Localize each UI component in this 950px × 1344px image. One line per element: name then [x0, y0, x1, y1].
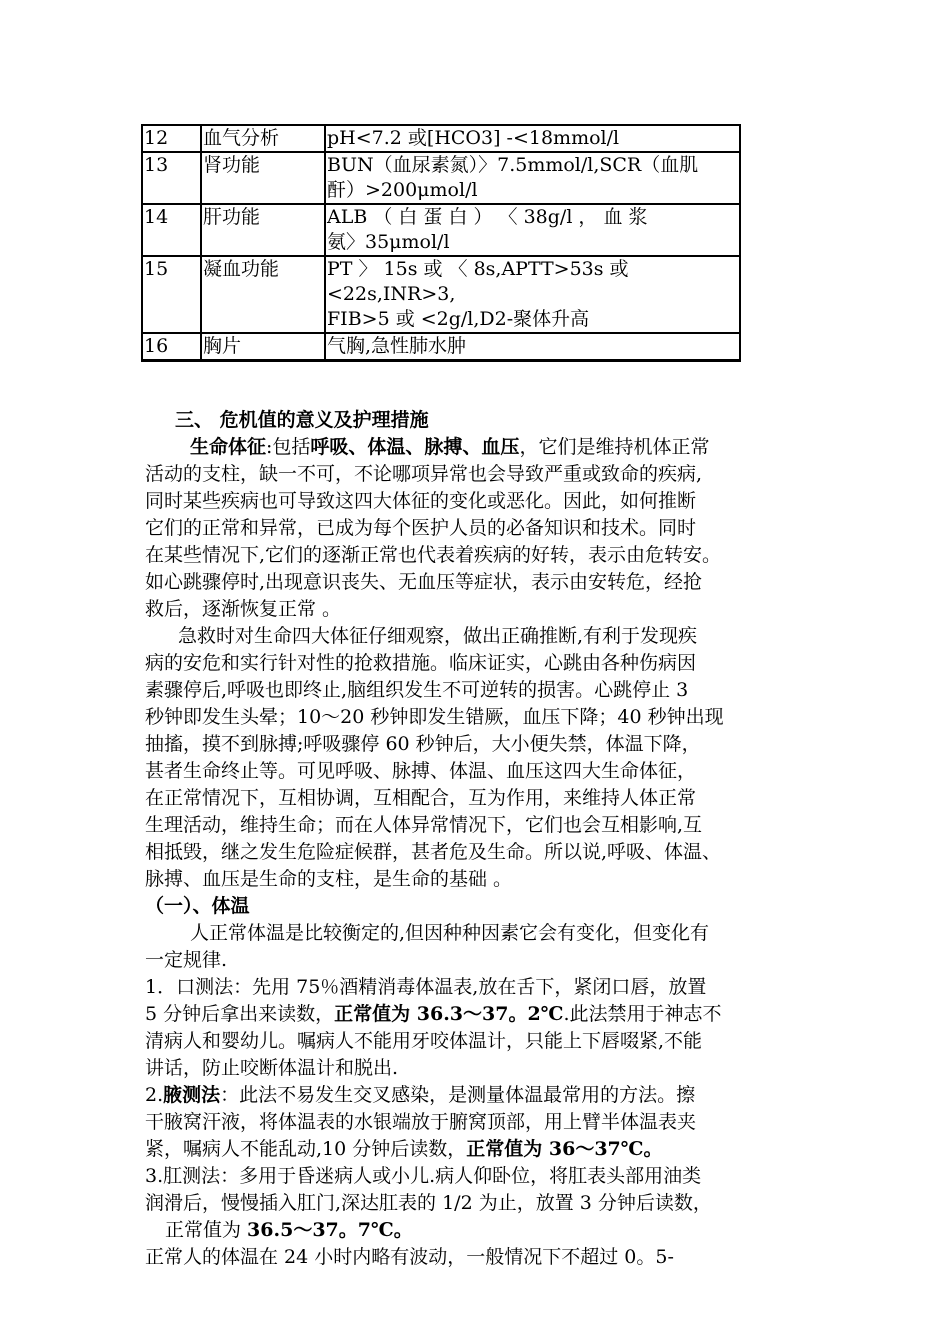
table-row: [142, 125, 740, 152]
normal-value: 36.5～37。7℃。: [247, 1219, 413, 1241]
lead-term: 生命体征: [190, 436, 267, 458]
row-value: [325, 333, 740, 361]
paragraph-line: 1．口测法：先用 75％酒精消毒体温表,放在舌下，紧闭口唇，放置: [145, 976, 707, 998]
paragraph-line: 甚者生命终止等。可见呼吸、脉搏、体温、血压这四大生命体征，: [145, 760, 697, 782]
paragraph-line: 素骤停后,呼吸也即终止,脑组织发生不可逆转的损害。心跳停止 3: [145, 679, 689, 701]
row-item: 肾功能: [201, 152, 325, 204]
subheading: [145, 893, 825, 920]
row-item: 凝血功能: [201, 256, 325, 333]
paragraph-line: 干腋窝汗液，将体温表的水银端放于腑窝顶部，用上臂半体温表夹: [145, 1111, 697, 1133]
text: 正常值为: [165, 1219, 248, 1241]
row-value: [325, 256, 740, 333]
table-row: [142, 256, 740, 333]
method-title: 腋测法: [163, 1084, 221, 1106]
table-row: [142, 152, 740, 204]
row-number: 13: [142, 152, 201, 204]
paragraph-line: 相抵毁，继之发生危险症候群，甚者危及生命。所以说,呼吸、体温、: [145, 841, 722, 863]
paragraph-line: [145, 434, 825, 461]
paragraph-line: 讲话，防止咬断体温计和脱出.: [145, 1057, 399, 1079]
row-value: [325, 152, 740, 204]
text: .此法禁用于神志不: [563, 1003, 722, 1025]
paragraph-line: [145, 1001, 825, 1028]
row-value: [325, 204, 740, 256]
paragraph-line: 抽搐，摸不到脉搏;呼吸骤停 60 秒钟后，大小便失禁，体温下降，: [145, 733, 701, 755]
text: ：此法不易发生交叉感染，是测量体温最常用的方法。擦: [220, 1084, 696, 1106]
value-line: <22s,INR>3,: [327, 283, 456, 305]
paragraph-line: [145, 1217, 825, 1244]
text: 紧，嘱病人不能乱动,10 分钟后读数，: [145, 1138, 467, 1160]
paragraph-line: 脉搏、血压是生命的支柱，是生命的基础 。: [145, 868, 513, 890]
value-line: pH<7.2 或[HCO3] -<18mmol/l: [327, 127, 620, 149]
paragraph-line: 在某些情况下,它们的逐渐正常也代表着疾病的好转，表示由危转安。: [145, 544, 722, 566]
critical-value-table: [141, 124, 741, 362]
row-number: 12: [142, 125, 201, 152]
text: :包括: [266, 436, 311, 458]
section-heading-text: 三、 危机值的意义及护理措施: [175, 409, 429, 431]
value-line: 酐）>200μmol/l: [327, 179, 478, 201]
value-line: 氨〉35μmol/l: [327, 231, 450, 253]
subheading-text: （一）、体温: [145, 895, 250, 917]
text: 5 分钟后拿出来读数，: [145, 1003, 335, 1025]
paragraph-line: 它们的正常和异常，已成为每个医护人员的必备知识和技术。同时: [145, 517, 697, 539]
normal-value: 正常值为 36.3～37。2℃: [334, 1003, 564, 1025]
paragraph-line: 3.肛测法：多用于昏迷病人或小儿.病人仰卧位，将肛表头部用油类: [145, 1165, 702, 1187]
row-number: 14: [142, 204, 201, 256]
row-number: 16: [142, 333, 201, 361]
paragraph-line: 救后，逐渐恢复正常 。: [145, 598, 342, 620]
table-row: [142, 333, 740, 361]
bold-term: 呼吸、体温、脉搏、血压: [310, 436, 520, 458]
row-value: [325, 125, 740, 152]
paragraph-line: 秒钟即发生头晕；10～20 秒钟即发生错厥，血压下降；40 秒钟出现: [145, 706, 724, 728]
paragraph-line: [145, 623, 825, 650]
text: ，它们是维持机体正常: [519, 436, 710, 458]
paragraph-line: 在正常情况下，互相协调，互相配合，互为作用，来维持人体正常: [145, 787, 697, 809]
paragraph-line: 生理活动，维持生命；而在人体异常情况下，它们也会互相影响,互: [145, 814, 703, 836]
value-line: BUN（血尿素氮）〉7.5mmol/l,SCR（血肌: [327, 154, 699, 176]
row-number: 15: [142, 256, 201, 333]
paragraph-line: 如心跳骤停时,出现意识丧失、无血压等症状，表示由安转危，经抢: [145, 571, 703, 593]
row-item: 肝功能: [201, 204, 325, 256]
table-row: [142, 204, 740, 256]
paragraph-line: 同时某些疾病也可导致这四大体征的变化或恶化。因此，如何推断: [145, 490, 697, 512]
text: 2.: [145, 1084, 164, 1106]
paragraph-line: 正常人的体温在 24 小时内略有波动，一般情况下不超过 0。5-: [145, 1246, 674, 1268]
value-line: ALB （ 白 蛋 白 ） 〈 38g/l ， 血 浆: [327, 206, 648, 228]
text: 急救时对生命四大体征仔细观察，做出正确推断,有利于发现疾: [178, 625, 698, 647]
body-text: [145, 407, 825, 1271]
section-heading: [145, 407, 825, 434]
normal-value: 正常值为 36～37℃。: [466, 1138, 663, 1160]
value-line: 气胸,急性肺水肿: [327, 335, 467, 357]
paragraph-line: 活动的支柱，缺一不可，不论哪项异常也会导致严重或致命的疾病,: [145, 463, 703, 485]
paragraph-line: 一定规律.: [145, 949, 228, 971]
text: 人正常体温是比较衡定的,但因种种因素它会有变化，但变化有: [190, 922, 710, 944]
value-line: PT 〉 15s 或 〈 8s,APTT>53s 或: [327, 258, 629, 280]
paragraph-line: [145, 1136, 825, 1163]
row-item: 血气分析: [201, 125, 325, 152]
paragraph-line: [145, 920, 825, 947]
row-item: 胸片: [201, 333, 325, 361]
value-line: FIB>5 或 <2g/l,D2-聚体升高: [327, 308, 590, 330]
paragraph-line: [145, 1082, 825, 1109]
paragraph-line: 病的安危和实行针对性的抢救措施。临床证实，心跳由各种伤病因: [145, 652, 697, 674]
paragraph-line: 清病人和婴幼儿。嘱病人不能用牙咬体温计，只能上下唇啜紧,不能: [145, 1030, 703, 1052]
paragraph-line: 润滑后，慢慢插入肛门,深达肛表的 1/2 为止，放置 3 分钟后读数，: [145, 1192, 712, 1214]
